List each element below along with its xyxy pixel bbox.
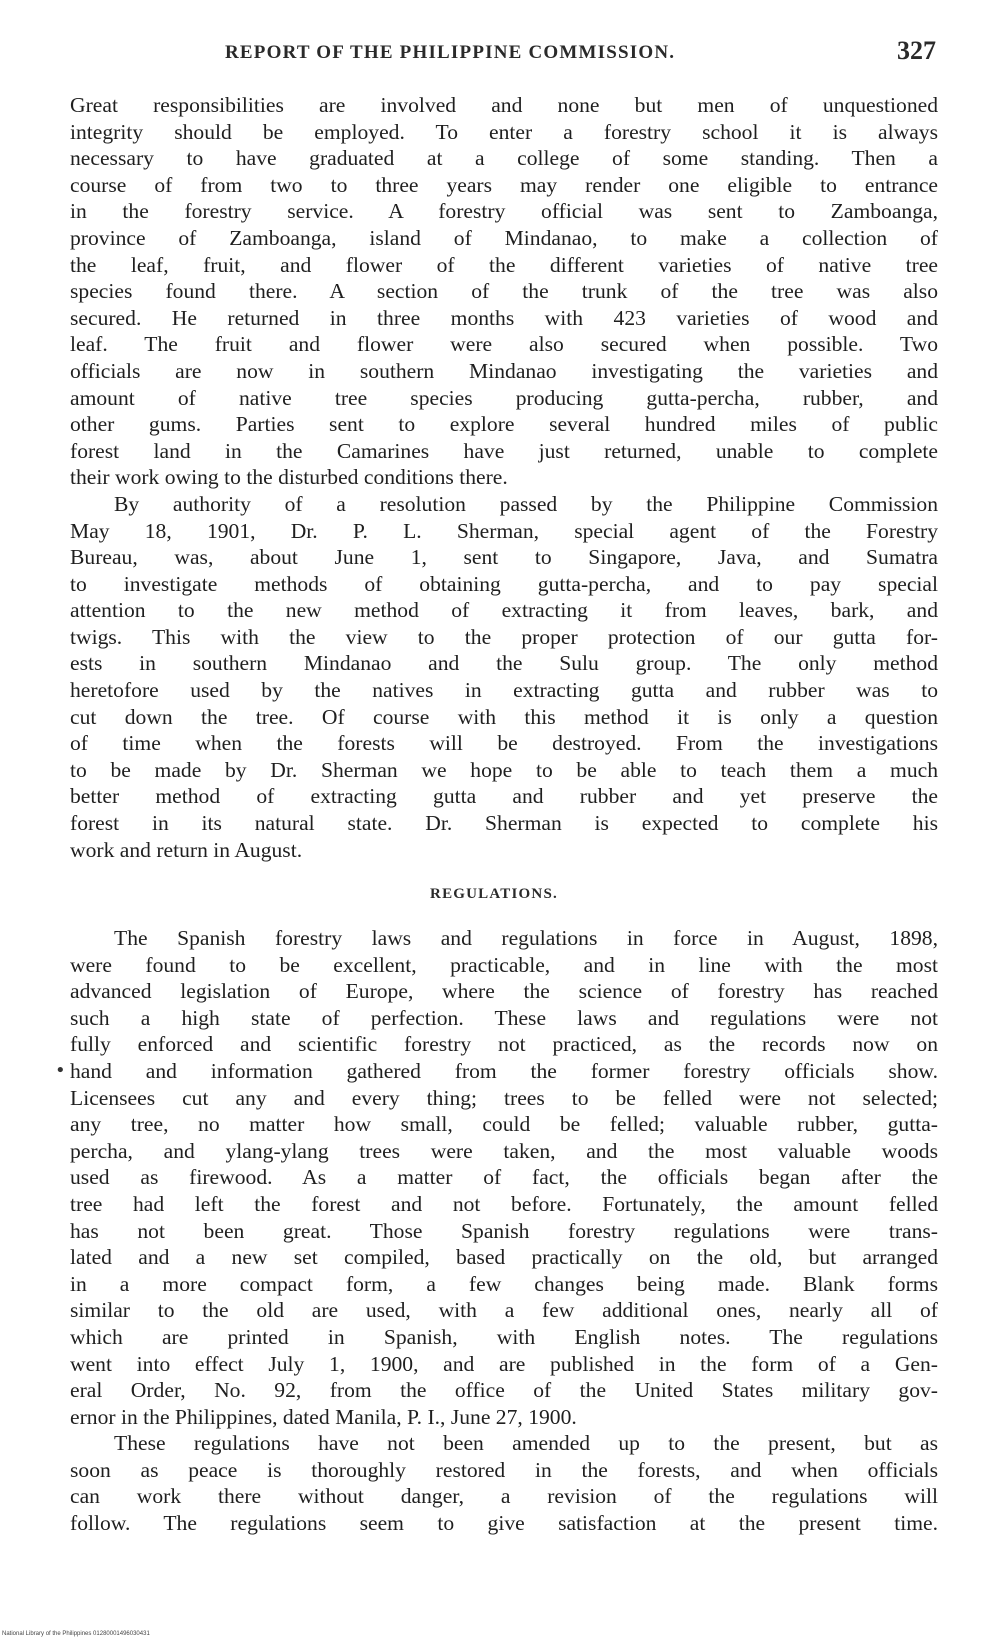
text-line: of time when the forests will be destroyed. From the investigations [70,731,938,756]
text-line: Bureau, was, about June 1, sent to Singapore, Java, and Sumatra [70,545,938,570]
text-line: forest land in the Camarines have just returned, unable to complete [70,438,938,463]
text-line: province of Zamboanga, island of Mindanao, to make a collection of [70,225,938,250]
text-line: course of from two to three years may render one eligible to entrance [70,172,938,197]
text-line: ernor in the Philippines, dated Manila, P. I., June 27, 1900. [70,1404,577,1429]
text-line: twigs. This with the view to the proper protection of our gutta for- [70,624,938,649]
text-line: forest in its natural state. Dr. Sherman is expected to complete his [70,811,938,836]
text-line: species found there. A section of the trunk of the tree was also [70,279,938,304]
text-line: Great responsibilities are involved and none but men of unquestioned [70,93,938,117]
text-line: in a more compact form, a few changes being made. Blank forms [70,1271,938,1296]
text-line: cut down the tree. Of course with this method it is only a question [70,704,938,729]
text-line: hand and information gathered from the former forestry officials show. [70,1058,938,1083]
body-text-block-1 [70,92,938,863]
text-line: in the forestry service. A forestry official was sent to Zamboanga, [70,199,938,224]
text-line: By authority of a resolution passed by the Philippine Commission [114,491,938,516]
text-line: to investigate methods of obtaining gutta-percha, and to pay special [70,571,938,596]
margin-mark: • [55,1060,66,1081]
text-line: went into effect July 1, 1900, and are published in the form of a Gen- [70,1351,938,1376]
text-line: May 18, 1901, Dr. P. L. Sherman, special agent of the Forestry [70,518,938,543]
body-text-block-2 [70,925,938,1537]
text-line: amount of native tree species producing gutta-percha, rubber, and [70,385,938,410]
running-header-title: REPORT OF THE PHILIPPINE COMMISSION. [225,42,676,63]
text-line: heretofore used by the natives in extracting gutta and rubber was to [70,678,938,703]
text-line: better method of extracting gutta and rubber and yet preserve the [70,784,938,809]
text-line: percha, and ylang-ylang trees were taken, and the most valuable woods [70,1138,938,1163]
text-line: has not been great. Those Spanish forestry regulations were trans- [70,1218,938,1243]
text-line: Licensees cut any and every thing; trees to be felled were not selected; [70,1085,938,1110]
text-line: other gums. Parties sent to explore several hundred miles of public [70,412,938,437]
text-line: work and return in August. [70,837,303,862]
page-number: 327 [897,36,936,65]
text-line: secured. He returned in three months with 423 varieties of wood and [70,305,938,330]
text-line: These regulations have not been amended up to the present, but as [114,1431,938,1456]
text-line: similar to the old are used, with a few additional ones, nearly all of [70,1298,938,1323]
text-line: officials are now in southern Mindanao investigating the varieties and [70,358,938,383]
digitization-footer: National Library of the Philippines 01280001496030431 [2,1631,150,1637]
text-line: The Spanish forestry laws and regulations in force in August, 1898, [114,926,938,950]
text-line: such a high state of perfection. These laws and regulations were not [70,1005,938,1030]
running-header [70,36,938,76]
text-line: attention to the new method of extracting it from leaves, bark, and [70,598,938,623]
text-line: necessary to have graduated at a college of some standing. Then a [70,146,938,171]
text-line: can work there without danger, a revision of the regulations will [70,1484,938,1509]
text-line: were found to be excellent, practicable, and in line with the most [70,952,938,977]
text-line: follow. The regulations seem to give satisfaction at the present time. [70,1511,938,1536]
text-line: used as firewood. As a matter of fact, the officials began after the [70,1165,938,1190]
text-line: ests in southern Mindanao and the Sulu group. The only method [70,651,938,676]
text-line: any tree, no matter how small, could be felled; valuable rubber, gutta- [70,1112,938,1137]
text-line: their work owing to the disturbed conditions there. [70,465,508,490]
text-line: soon as peace is thoroughly restored in the forests, and when officials [70,1457,938,1482]
text-line: integrity should be employed. To enter a forestry school it is always [70,119,938,144]
text-line: tree had left the forest and not before. Fortunately, the amount felled [70,1191,938,1216]
text-line: fully enforced and scientific forestry not practiced, as the records now on [70,1032,938,1057]
text-line: lated and a new set compiled, based practically on the old, but arranged [70,1245,938,1270]
text-line: which are printed in Spanish, with English notes. The regulations [70,1324,938,1349]
text-line: to be made by Dr. Sherman we hope to be able to teach them a much [70,757,938,782]
section-heading: REGULATIONS. [430,886,558,902]
text-line: advanced legislation of Europe, where the science of forestry has reached [70,979,938,1004]
text-line: leaf. The fruit and flower were also secured when possible. Two [70,332,938,357]
text-line: eral Order, No. 92, from the office of the United States military gov- [70,1378,938,1403]
text-line: the leaf, fruit, and flower of the different varieties of native tree [70,252,938,277]
